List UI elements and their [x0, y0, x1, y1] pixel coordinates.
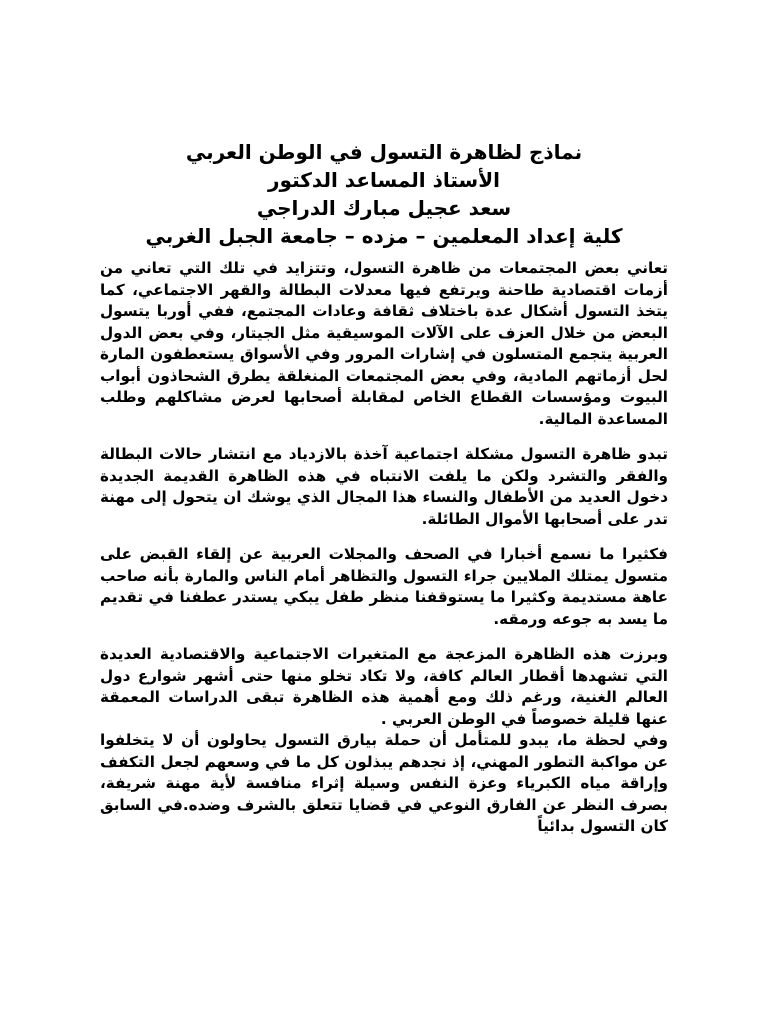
author-rank: الأستاذ المساعد الدكتور — [268, 168, 500, 192]
article-title: نماذج لظاهرة التسول في الوطن العربي — [185, 140, 583, 164]
article-body — [100, 258, 668, 838]
author-name: سعد عجيل مبارك الدراجي — [256, 196, 512, 220]
paragraph-4: وبرزت هذه الظاهرة المزعجة مع المتغيرات الاجتماعية والاقتصادية العديدة التي تشهدها أقطار العالم كافة، ولا تكاد تخلو منها حتى أشهر شوارع دول العالم الغنية، ورغم ذلك ومع أهمية هذه الظاهرة تبقى الدراسات المعمقة عنها قليلة خصوصاً في الوطن العربي . — [100, 645, 668, 728]
paragraph-3: فكثيرا ما نسمع أخبارا في الصحف والمجلات العربية عن إلقاء القبض على متسول يمتلك الملايين جراء التسول والتظاهر أمام الناس والمارة بأنه صاحب عاهة مستديمة وكثيرا ما يستوقفنا منظر طفل يبكي يستدر عطفنا في تقديم ما يسد به جوعه ورمقه. — [100, 545, 668, 628]
paragraph-1: تعاني بعض المجتمعات من ظاهرة التسول، وتتزايد في تلك التي تعاني من أزمات اقتصادية طاحنة ويرتفع فيها معدلات البطالة والقهر الاجتماعي، كما يتخذ التسول أشكال عدة باختلاف ثقافة وعادات المجتمع، ففي أوربا يتسول البعض من خلال العزف على الآلات الموسيقية مثل الجيتار، وفي بعض الدول العربية يتجمع المتسلون في إشارات المرور وفي الأسواق يستعطفون المارة لحل أزماتهم المادية، وفي بعض المجتمعات المنغلقة يطرق الشحاذون أبواب البيوت ومؤسسات القطاع الخاص لمقابلة أصحابها لعرض مشاكلهم وطلب المساعدة المالية. — [100, 259, 668, 428]
title-block — [100, 138, 668, 250]
paragraph-2: تبدو ظاهرة التسول مشكلة اجتماعية آخذة بالازدياد مع انتشار حالات البطالة والفقر والتشرد ولكن ما يلفت الانتباه في هذه الظاهرة القديمة الجديدة دخول العديد من الأطفال والنساء هذا المجال الذي يوشك ان يتحول إلى مهنة تدر على أصحابها الأموال الطائلة. — [100, 445, 668, 528]
paragraph-5: وفي لحظة ما، يبدو للمتأمل أن حملة بيارق التسول يحاولون أن لا يتخلفوا عن مواكبة التطور المهني، إذ نجدهم يبذلون كل ما في وسعهم لجعل التكفف وإراقة مياه الكبرياء وعزة النفس وسيلة إثراء منافسة لأية مهنة شريفة، بصرف النظر عن الفارق النوعي في قضايا تتعلق بالشرف وضده.في السابق كان التسول بدائياً — [100, 731, 668, 835]
author-affiliation: كلية إعداد المعلمين – مزده – جامعة الجبل الغربي — [145, 224, 623, 248]
